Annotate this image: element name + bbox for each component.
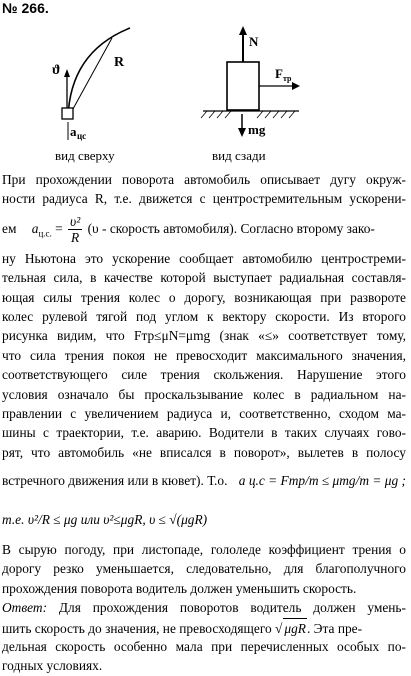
text-line: условия означало бы проскальзывание колес в радиальном на- (2, 386, 406, 402)
car-block (227, 62, 259, 110)
trajectory-arc (68, 28, 130, 118)
text-line: дорогу резко уменьшается, следовательно, для благополучного (2, 561, 406, 577)
text-line: годных условиях. (2, 658, 103, 674)
text-line: дельная скорость особенно мала при перечисленных особых по- (2, 639, 406, 655)
label-a: a (70, 124, 77, 139)
formula-line: встречного движения или в кювет). Т.о. a ц.с = Fтр/m ≤ μmg/m = μg ; (2, 473, 406, 489)
label-r: R (114, 55, 125, 70)
text-line: прохождения поворота водитель должен уменьшить скорость. (2, 580, 357, 596)
text-line: шины с траектории, т.е. аварию. Водители в таких случаях гово- (2, 425, 406, 441)
label-mg: mg (248, 122, 266, 137)
text-line: рят, что автомобиль «не вписался в поворот», вылетев в полосу (2, 444, 406, 460)
label-a-sub: цс (77, 131, 87, 141)
label-n: N (249, 34, 259, 49)
top-view-figure (40, 22, 150, 142)
answer-label: Ответ: (2, 600, 48, 616)
formula-line: т.е. υ²/R ≤ μg или υ²≤μgR, υ ≤ √(μgR) (2, 512, 208, 528)
text-line: колес рулевой тягой под углом к вектору скорости. Из второго (2, 308, 406, 324)
back-view-figure (195, 22, 305, 152)
text-line: ющая силы трения колес о дорогу, возникающая при развороте (2, 289, 406, 305)
label-f: F (275, 66, 283, 81)
answer-line: Ответ: Для прохождения поворотов водитель должен умень- (2, 600, 406, 616)
formula-fraction: $\frac{\text{υ²}}{R}$ (70, 213, 81, 246)
formula-line: ем $a_{ц.с.}$ = $\frac{\text{υ²}}{R}$ (υ - скорость автомобиля). Согласно второму зако- (2, 213, 375, 246)
text-line: рисунка видим, что Fтр≤μN=μmg (знак «≤» соответствует тому, (2, 328, 406, 344)
label-f-sub: тр (283, 74, 292, 83)
text-line: При прохождении поворота автомобиль описывает дугу окруж- (2, 172, 406, 187)
text-line: В сырую погоду, при листопаде, гололеде коэффициент трения о (2, 542, 406, 558)
caption-top-view: вид сверху (55, 148, 115, 163)
text-line: что сила трения покоя не превосходит максимального значения, (2, 347, 406, 363)
text-line: шить скорость до значения, не превосходящего √ μgR. Эта пре- (2, 618, 406, 637)
label-v: ϑ (52, 63, 61, 78)
text-line: ну Ньютона это ускорение сообщает автомобилю центростреми- (2, 250, 406, 266)
radius-line (68, 38, 112, 118)
text-line: ности радиуса R, т.е. движется с центростремительным ускорени- (2, 191, 406, 207)
caption-back-view: вид сзади (212, 148, 266, 163)
problem-number: № 266. (2, 0, 49, 16)
car-box (62, 108, 73, 119)
solution-paragraph (2, 170, 406, 676)
text-line: правлении с увеличением радиуса и, соответственно, сходом ма- (2, 405, 406, 421)
text-line: соответствующего силе трения скольжения. Нарушение этого (2, 367, 406, 383)
text-line: тельная сила, в качестве которой выступает радиальная составля- (2, 270, 406, 286)
